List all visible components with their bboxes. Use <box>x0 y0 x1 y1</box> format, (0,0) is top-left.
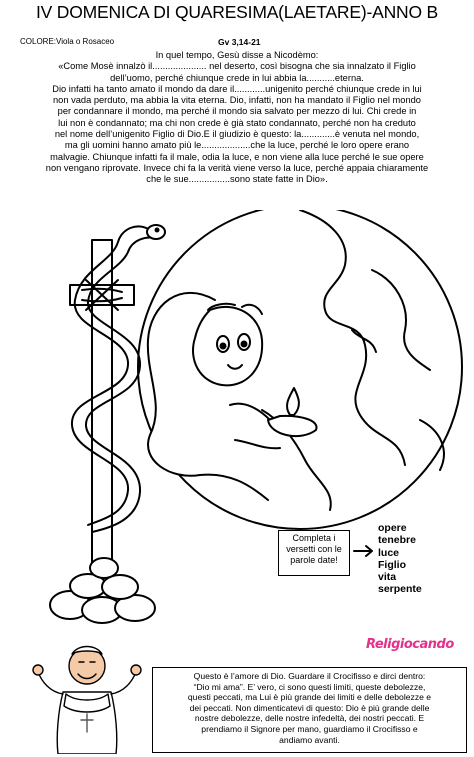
reflection-box <box>152 667 467 753</box>
gospel-line: per condannare il mondo, ma perché il mondo sia salvato per mezzo di lui. Chi crede in <box>57 106 417 117</box>
hint-line: Completa i <box>292 533 336 543</box>
gospel-line: non vada perduto, ma abbia la vita eterna. Dio, infatti, non ha mandato il Figlio nel mondo <box>53 95 421 106</box>
gospel-line: dell’uomo, perché chiunque crede in lui abbia la...........eterna. <box>110 72 364 83</box>
gospel-line: nel nome dell’unigenito Figlio di Dio.E il giudizio è questo: la.............è venuta nel mondo, <box>54 129 420 140</box>
page-title: IV DOMENICA DI QUARESIMA(LAETARE)-ANNO B <box>35 2 438 22</box>
gospel-line: ma gli uomini hanno amato più le...................che la luce, perché le loro opere erano <box>64 140 410 151</box>
gospel-line: «Come Mosè innalzò il..................... nel deserto, così bisogna che sia innalzato il Figlio <box>58 61 416 72</box>
pope-cartoon <box>28 632 146 754</box>
reflection-line: prendiamo il Signore per mano, guardiamo il Crocifisso e <box>201 723 418 734</box>
hint-line: parole date! <box>290 555 338 565</box>
gospel-line: che le sue................sono state fatte in Dio». <box>146 174 328 185</box>
word-item: tenebre <box>378 534 416 547</box>
word-item: Figlio <box>378 558 406 571</box>
word-item: luce <box>378 546 400 559</box>
hint-line: versetti con le <box>286 544 342 554</box>
gospel-line: lui non è condannato; ma chi non crede è già stato condannato, perché non ha creduto <box>58 117 416 128</box>
gospel-line: non vengano riprovate. Invece chi fa la verità viene verso la luce, perché appaia chiaramente <box>45 162 429 173</box>
religiocando-logo: Religiocando <box>366 637 454 652</box>
gospel-text <box>8 50 466 186</box>
gospel-reference: Gv 3,14-21 <box>218 37 261 47</box>
reflection-line: questi peccati, ma Lui è più grande dei limiti e delle debolezze e <box>187 692 432 703</box>
word-item: vita <box>378 571 397 584</box>
gospel-line: malvagie. Chiunque infatti fa il male, odia la luce, e non viene alla luce perché le sue opere <box>50 151 424 162</box>
word-item: opere <box>378 522 407 534</box>
gospel-line: Dio infatti ha tanto amato il mondo da dare il............unigenito perché chiunque crede in lui <box>52 83 422 94</box>
word-bank <box>378 522 448 596</box>
figure-face <box>193 307 262 385</box>
liturgical-color: COLORE:Viola o Rosaceo <box>20 37 115 46</box>
hint-arrow <box>354 546 372 556</box>
reflection-line: “Dio mi ama”. E’ vero, ci sono questi limiti, queste debolezze, <box>193 681 426 692</box>
reflection-line: nostre debolezze, delle nostre infedeltà, dei nostri peccati. E <box>194 713 425 724</box>
reflection-line: andiamo avanti. <box>279 734 340 745</box>
gospel-line: In quel tempo, Gesù disse a Nicodèmo: <box>155 50 319 60</box>
word-item: serpente <box>378 583 422 596</box>
stone <box>90 558 118 578</box>
reflection-line: dei peccati. Non dimenticatevi di questo: Dio è più grande delle <box>189 702 430 713</box>
hint-box <box>278 530 350 576</box>
reflection-line: Questo è l’amore di Dio. Guardare il Crocifisso e dirci dentro: <box>193 671 426 681</box>
